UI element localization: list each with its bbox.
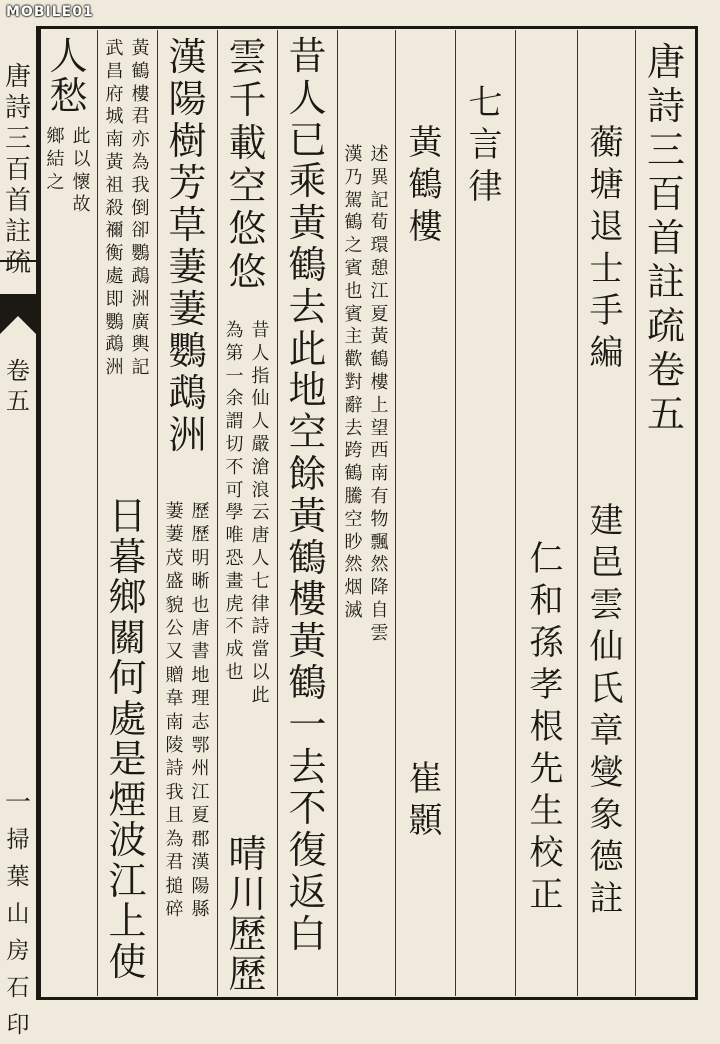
column-poem-line-3 — [158, 30, 218, 996]
poem-text: 雲千載空悠悠 — [228, 35, 267, 294]
page-margin-strip — [0, 26, 38, 1038]
poem-author: 崔 顥 — [408, 759, 477, 841]
margin-rule — [0, 260, 36, 262]
commentary-line: 昔人指仙人嚴滄浪云唐人七律詩當以此 — [251, 320, 270, 706]
commentary-block — [218, 320, 277, 708]
commentary-line: 為第一余謂切不可學唯恐畫虎不成也 — [225, 320, 244, 683]
editor-credit: 蘅塘退士手編 — [589, 123, 624, 373]
column-genre — [456, 30, 516, 996]
watermark-logo: MOBILE01 — [6, 4, 94, 20]
commentary-line: 萋萋茂盛貌公又贈韋南陵詩我且為君搥碎 — [165, 501, 184, 920]
genre-heading: 七言律 — [468, 83, 503, 207]
proofreader-credit: 仁和孫孝根先生校正 — [529, 539, 564, 915]
commentary-block — [338, 144, 395, 646]
margin-book-title: 唐詩三百首註疏 — [4, 62, 31, 278]
commentary-line: 鄉結之 — [46, 126, 65, 193]
commentary-line: 述異記荀環憩江夏黃鶴樓上望西南有物飄然降自雲 — [370, 144, 389, 644]
column-poem-line-4 — [98, 30, 158, 996]
poem-text: 昔人已乘黃鶴去此地空餘黃鶴樓黃鶴一去不復返白 — [288, 34, 327, 956]
column-poem-title — [396, 30, 477, 996]
commentary-block — [158, 500, 217, 921]
commentary-line: 黃鶴樓君亦為我倒卻鸚鵡洲廣輿記 — [131, 38, 150, 379]
column-poem-line-5 — [40, 30, 98, 996]
annotator-credit: 建邑雲仙氏章 燮象德註 — [589, 501, 658, 919]
commentary-line: 漢乃駕鶴之賓也賓主歡對辭去跨鶴騰空眇然烟滅 — [344, 144, 363, 621]
volume-title: 唐詩三百首註疏卷五 — [646, 40, 685, 436]
commentary-block — [40, 126, 97, 217]
margin-volume: 卷五 — [6, 357, 30, 415]
poem-title: 黃鶴樓 — [408, 123, 443, 247]
margin-page-number: 一 — [4, 788, 31, 818]
poem-text: 晴川歷歷 — [228, 832, 267, 996]
poem-text: 日暮鄉關何處是煙波江上使 — [108, 494, 147, 984]
poem-text: 人愁 — [49, 34, 88, 118]
column-poem-line-2 — [218, 30, 278, 996]
commentary-line: 武昌府城南黃祖殺禰衡處即鸚鵡洲 — [105, 38, 124, 379]
column-title — [636, 30, 696, 996]
poem-text: 漢陽樹芳草萋萋鸚鵡洲 — [168, 35, 207, 457]
commentary-line: 此以懷故 — [72, 126, 91, 216]
column-editor — [578, 30, 658, 996]
commentary-block — [98, 38, 157, 380]
column-poem-line-1 — [278, 30, 338, 996]
column-proofreader — [516, 30, 578, 996]
fishtail-mark — [0, 294, 36, 334]
margin-publisher: 掃葉山房石印 — [6, 827, 30, 1038]
column-commentary-1 — [338, 30, 396, 996]
commentary-line: 歷歷明晰也唐書地理志鄂州江夏郡漢陽縣 — [191, 501, 210, 920]
